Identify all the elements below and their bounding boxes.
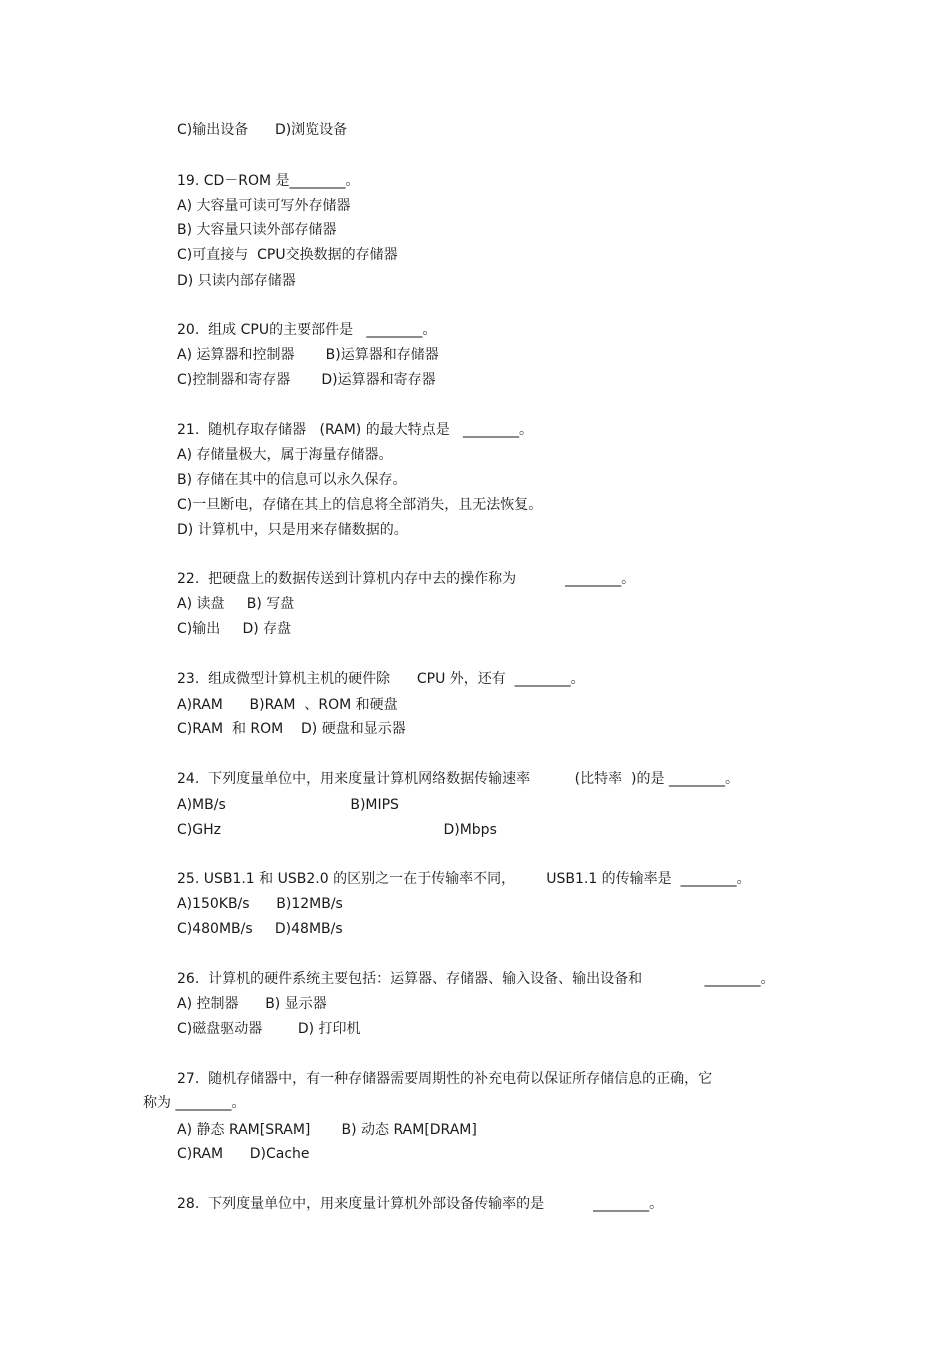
question-23: 23. 组成微型计算机主机的硬件除 CPU 外，还有 ________。 <box>177 671 585 687</box>
question-27: 27. 随机存储器中，有一种存储器需要周期性的补充电荷以保证所存储信息的正确，它 <box>177 1071 713 1087</box>
option-line: A)MB/s B)MIPS <box>177 797 399 813</box>
option-line: B) 存储在其中的信息可以永久保存。 <box>177 472 407 488</box>
question-22: 22. 把硬盘上的数据传送到计算机内存中去的操作称为 ________。 <box>177 571 636 587</box>
option-line: A) 大容量可读可写外存储器 <box>177 198 351 214</box>
question-20: 20. 组成 CPU的主要部件是 ________。 <box>177 322 437 338</box>
option-line: C)可直接与 CPU交换数据的存储器 <box>177 247 398 263</box>
option-line: C)磁盘驱动器 D) 打印机 <box>177 1021 361 1037</box>
option-line: C)RAM D)Cache <box>177 1146 310 1162</box>
question-19: 19. CD－ROM 是________。 <box>177 173 360 189</box>
question-24: 24. 下列度量单位中，用来度量计算机网络数据传输速率 (比特率 )的是 ________。 <box>177 771 739 787</box>
option-line: D) 计算机中，只是用来存储数据的。 <box>177 522 408 538</box>
question-28: 28. 下列度量单位中，用来度量计算机外部设备传输率的是 ________。 <box>177 1196 664 1212</box>
option-line: C)RAM 和 ROM D) 硬盘和显示器 <box>177 721 406 737</box>
option-line: C)输出 D) 存盘 <box>177 621 292 637</box>
option-line: D) 只读内部存储器 <box>177 273 296 289</box>
option-line: A) 读盘 B) 写盘 <box>177 596 295 612</box>
option-line: C)一旦断电，存储在其上的信息将全部消失，且无法恢复。 <box>177 497 543 513</box>
question-25: 25. USB1.1 和 USB2.0 的区别之一在于传输率不同， USB1.1 的传输率是 ________。 <box>177 871 751 887</box>
option-line: C)输出设备 D)浏览设备 <box>177 122 348 138</box>
option-line: A)150KB/s B)12MB/s <box>177 896 343 912</box>
option-line: A) 运算器和控制器 B)运算器和存储器 <box>177 347 439 363</box>
option-line: C)GHz D)Mbps <box>177 822 497 838</box>
question-21: 21. 随机存取存储器 (RAM) 的最大特点是 ________。 <box>177 422 534 438</box>
question-27-continuation: 称为 ________。 <box>143 1095 246 1111</box>
option-line: B) 大容量只读外部存储器 <box>177 222 337 238</box>
option-line: C)480MB/s D)48MB/s <box>177 921 343 937</box>
option-line: A) 控制器 B) 显示器 <box>177 996 327 1012</box>
option-line: A)RAM B)RAM 、ROM 和硬盘 <box>177 697 398 713</box>
question-26: 26. 计算机的硬件系统主要包括：运算器、存储器、输入设备、输出设备和 ________。 <box>177 971 775 987</box>
option-line: A) 存储量极大，属于海量存储器。 <box>177 447 393 463</box>
option-line: A) 静态 RAM[SRAM] B) 动态 RAM[DRAM] <box>177 1122 477 1138</box>
option-line: C)控制器和寄存器 D)运算器和寄存器 <box>177 372 436 388</box>
